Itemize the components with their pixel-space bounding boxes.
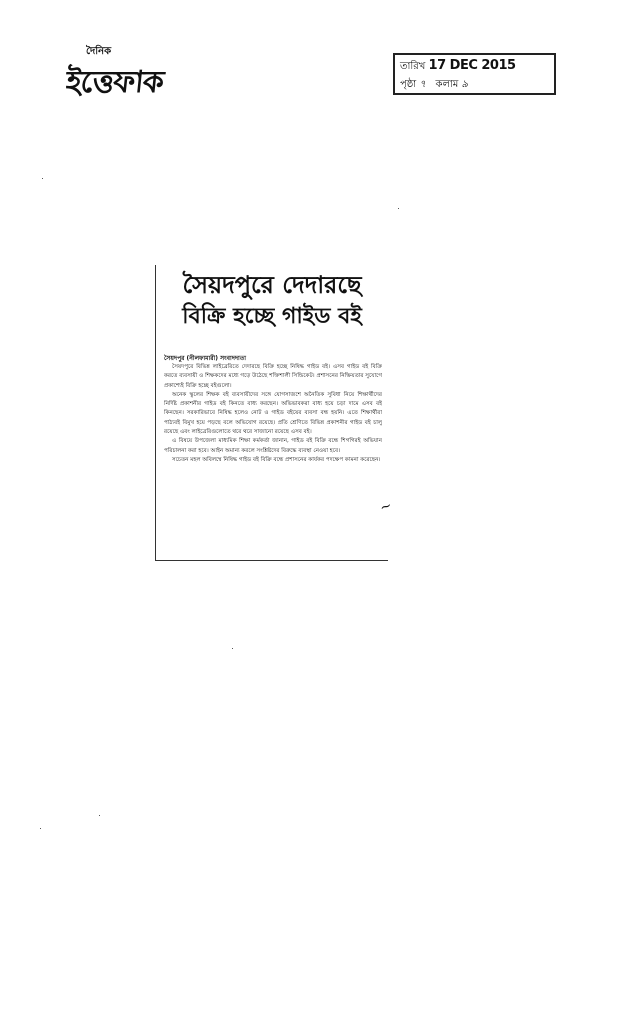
masthead-kicker: দৈনিক xyxy=(86,46,112,57)
stamp-column-value: ৯ xyxy=(461,79,469,90)
news-clipping xyxy=(155,265,395,561)
stamp-date-row xyxy=(400,58,516,76)
article-paragraph: এ বিষয়ে উপজেলা মাধ্যমিক শিক্ষা কর্মকর্তা জানান, গাইড বই বিক্রি বন্ধে শিগগিরই অভিযান পরিচালনা করা হবে। আইন অমান্য করলে সংশ্লিষ্টদের বিরুদ্ধে ব্যবস্থা নেওয়া হবে। xyxy=(164,438,382,454)
stamp-column-label: কলাম xyxy=(435,79,459,90)
handwritten-signature: ~ xyxy=(377,497,395,517)
article-headline xyxy=(161,269,383,333)
stamp-date-value: 17 DEC 2015 xyxy=(428,58,516,73)
headline-line-2: বিক্রি হচ্ছে গাইড বই xyxy=(182,304,362,329)
stamp-page-label: পৃষ্ঠা xyxy=(400,79,417,90)
article-byline: সৈয়দপুর (নীলফামারী) সংবাদদাতা xyxy=(164,355,247,362)
stamp-date-label: তারিখ xyxy=(400,61,426,72)
scan-speck xyxy=(232,648,233,649)
article-body xyxy=(164,363,382,553)
scan-speck xyxy=(398,208,399,209)
headline-line-1: সৈয়দপুরে দেদারছে xyxy=(182,271,362,299)
stamp-page-value: ৭ xyxy=(419,79,426,90)
newspaper-masthead xyxy=(66,44,196,104)
article-paragraph: অনেক স্কুলের শিক্ষক বই ব্যবসায়ীদের সঙ্গে যোগসাজশে অনৈতিক সুবিধা নিয়ে শিক্ষার্থীদের নির্দিষ্ট প্রকাশনীর গাইড বই কিনতে বাধ্য করছেন। অভিভাবকরা বাধ্য হয়ে চড়া দামে এসব বই কিনছেন। সরকারিভাবে নিষিদ্ধ হলেও নোট ও গাইড বইয়ের ব্যবসা বন্ধ হয়নি। এতে শিক্ষার্থীরা পাঠ্যবই বিমুখ হয়ে পড়ছে বলে অভিযোগ রয়েছে। প্রতি শ্রেণিতে বিভিন্ন প্রকাশনীর গাইড বই চালু রয়েছে এবং লাইব্রেরিগুলোতে থরে থরে সাজানো রয়েছে এসব বই। xyxy=(164,391,382,436)
date-stamp xyxy=(393,53,556,95)
article-paragraph: সচেতন মহল অবিলম্বে নিষিদ্ধ গাইড বই বিক্রি বন্ধে প্রশাসনের কার্যকর পদক্ষেপ কামনা করেছেন। xyxy=(172,456,381,463)
scan-speck xyxy=(40,828,41,829)
stamp-page-row xyxy=(400,77,468,94)
masthead-name: ইত্তেফাক xyxy=(64,65,165,100)
scan-speck xyxy=(42,178,43,179)
scan-speck xyxy=(99,815,100,816)
article-paragraph: সৈয়দপুরে বিভিন্ন লাইব্রেরিতে দেদারছে বিক্রি হচ্ছে নিষিদ্ধ গাইড বই। এসব গাইড বই বিক্রি করতে ব্যবসায়ী ও শিক্ষকদের মধ্যে গড়ে উঠেছে শক্তিশালী সিন্ডিকেট। প্রশাসনের নিষ্ক্রিয়তার সুযোগে প্রকাশ্যেই বিক্রি হচ্ছে বইগুলো। xyxy=(164,364,382,389)
